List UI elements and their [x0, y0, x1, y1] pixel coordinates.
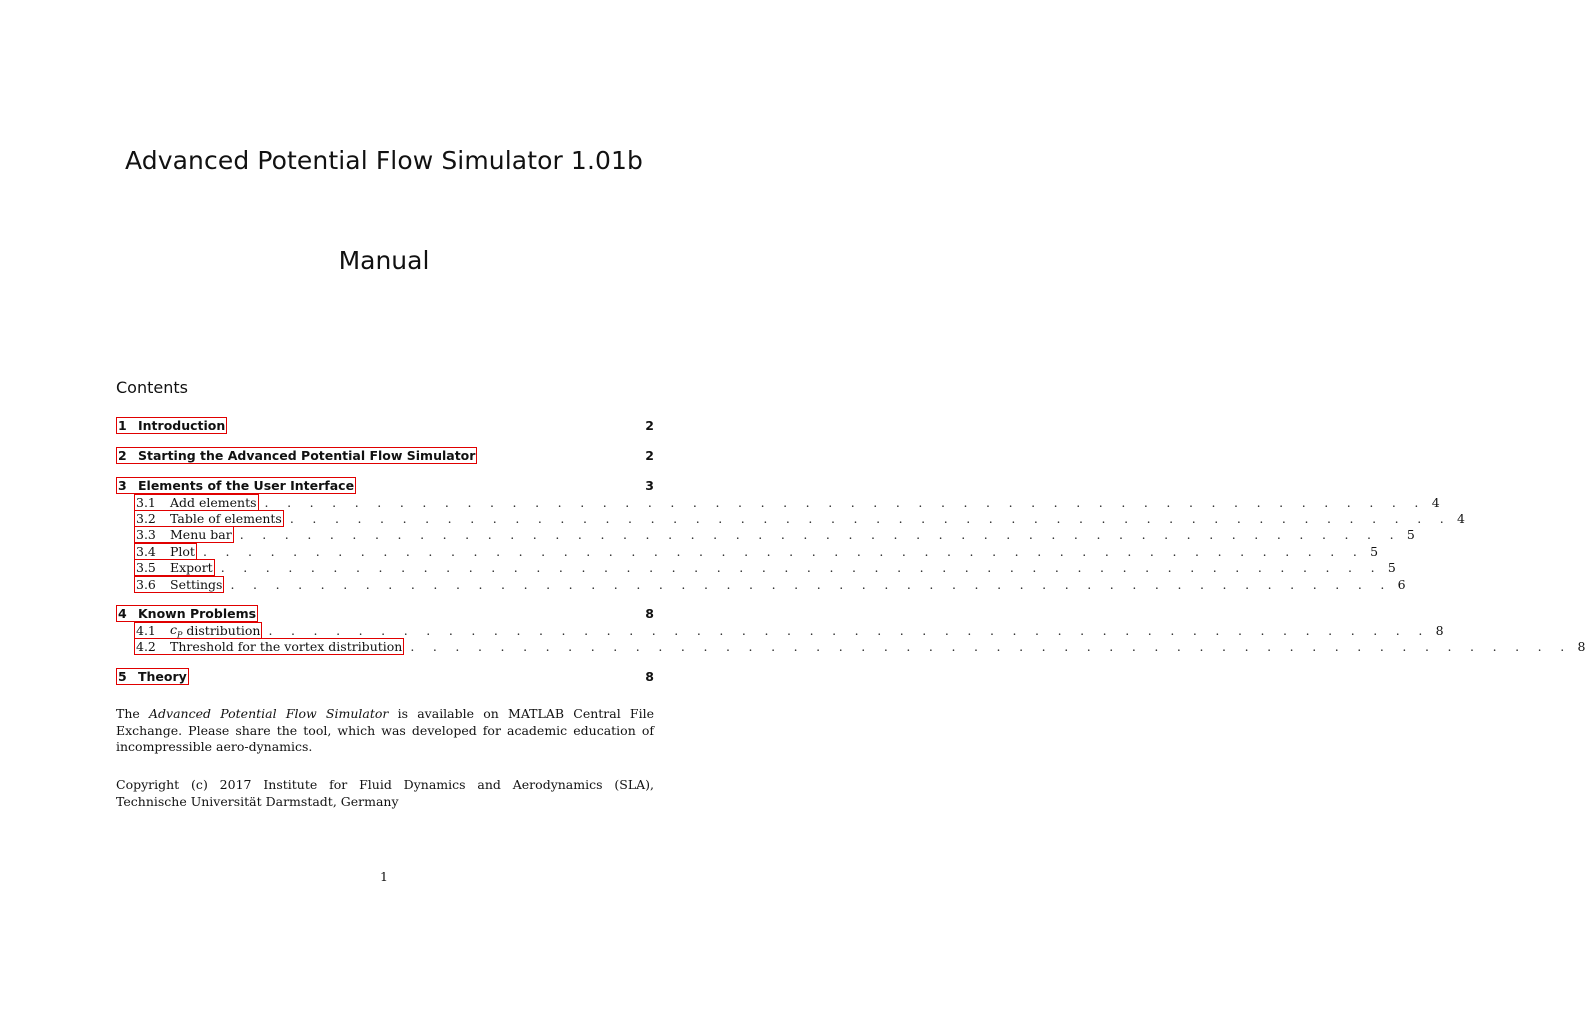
toc-link-threshold-vortex[interactable]: [134, 638, 404, 655]
toc-subsection-label: Threshold for the vortex distribution: [170, 639, 403, 654]
toc-leader-dots: . . . . . . . . . . . . . . . . . . . . . . . . . . . . . . . . . . . . . . . . . . . . . . . . . . . .: [268, 623, 1430, 638]
toc-subsection-number: 3.4: [136, 544, 156, 559]
toc-link-starting[interactable]: [116, 447, 477, 464]
toc-subsection-table-of-elements: [116, 510, 1465, 527]
toc-subsection-label: Settings: [170, 577, 223, 592]
toc-subsection-number: 4.1: [136, 623, 156, 638]
toc-link-known-problems[interactable]: [116, 605, 258, 622]
toc-link-introduction[interactable]: [116, 417, 227, 434]
toc-subsection-plot: [116, 543, 1379, 560]
toc-section-label: Known Problems: [138, 606, 257, 621]
toc-section-label: Introduction: [138, 418, 226, 433]
toc-page-number: 8: [1435, 623, 1444, 638]
toc-leader-dots: . . . . . . . . . . . . . . . . . . . . . . . . . . . . . . . . . . . . . . . . . . . . . . . . . . . .: [410, 639, 1572, 654]
toc-leader-dots: . . . . . . . . . . . . . . . . . . . . . . . . . . . . . . . . . . . . . . . . . . . . . . . . . . . .: [239, 527, 1401, 542]
toc-subsection-label: distribution: [186, 623, 261, 638]
toc-page-number: 2: [645, 418, 654, 433]
toc-section-known-problems: [116, 605, 654, 622]
toc-link-cp-distribution[interactable]: [134, 622, 262, 639]
toc-subsection-number: 3.6: [136, 577, 156, 592]
toc-section-label: Theory: [138, 669, 187, 684]
toc-page-number: 6: [1397, 577, 1406, 592]
toc-subsection-menu-bar: [116, 526, 1415, 543]
contents-heading: Contents: [116, 378, 188, 397]
toc-section-theory: [116, 668, 654, 685]
toc-subsection-label: Plot: [170, 544, 195, 559]
toc-link-settings[interactable]: [134, 576, 224, 593]
toc-link-plot[interactable]: [134, 543, 197, 560]
toc-link-elements-ui[interactable]: [116, 477, 356, 494]
toc-subsection-number: 3.2: [136, 511, 156, 526]
document-title: Advanced Potential Flow Simulator 1.01b: [125, 146, 643, 175]
toc-subsection-label: Table of elements: [170, 511, 282, 526]
copyright-paragraph: Copyright (c) 2017 Institute for Fluid Dynamics and Aerodynamics (SLA), Technische Universität Darmstadt, Germany: [116, 777, 654, 809]
toc-subsection-label: Menu bar: [170, 527, 232, 542]
document-subtitle: Manual: [338, 246, 430, 275]
toc-link-export[interactable]: [134, 559, 215, 576]
toc-page-number: 4: [1457, 511, 1465, 526]
availability-paragraph: The Advanced Potential Flow Simulator is available on MATLAB Central File Exchange. Please share the tool, which was developed for academic education of incompressible aero-dynamics.: [116, 706, 654, 754]
toc-link-theory[interactable]: [116, 668, 189, 685]
toc-section-introduction: [116, 417, 654, 434]
toc-subsection-label: Export: [170, 560, 213, 575]
toc-subsection-label: Add elements: [170, 495, 257, 510]
toc-subsection-number: 3.1: [136, 495, 156, 510]
toc-section-number: 3: [118, 478, 127, 493]
toc-page-number: 5: [1387, 560, 1396, 575]
toc-subsection-cp-distribution: [116, 621, 1444, 640]
toc-subsection-number: 3.3: [136, 527, 156, 542]
toc-subsection-threshold-vortex: [116, 638, 1585, 655]
toc-page-number: 8: [645, 606, 654, 621]
toc-section-number: 1: [118, 418, 127, 433]
toc-page-number: 4: [1431, 495, 1440, 510]
toc-leader-dots: . . . . . . . . . . . . . . . . . . . . . . . . . . . . . . . . . . . . . . . . . . . . . . . . . . . .: [220, 560, 1382, 575]
toc-subsection-number: 4.2: [136, 639, 156, 654]
toc-leader-dots: . . . . . . . . . . . . . . . . . . . . . . . . . . . . . . . . . . . . . . . . . . . . . . . . . . . .: [289, 511, 1452, 526]
toc-page-number: 3: [645, 478, 654, 493]
toc-subsection-settings: [116, 576, 1406, 593]
toc-section-number: 5: [118, 669, 127, 684]
toc-link-add-elements[interactable]: [134, 494, 259, 511]
toc-leader-dots: . . . . . . . . . . . . . . . . . . . . . . . . . . . . . . . . . . . . . . . . . . . . . . . . . . . .: [202, 544, 1365, 559]
toc-section-starting: [116, 447, 654, 464]
toc-subsection-number: 3.5: [136, 560, 156, 575]
toc-page-number: 2: [645, 448, 654, 463]
toc-link-menu-bar[interactable]: [134, 526, 234, 543]
toc-page-number: 5: [1406, 527, 1415, 542]
toc-section-label: Starting the Advanced Potential Flow Simulator: [138, 448, 476, 463]
toc-section-number: 2: [118, 448, 127, 463]
toc-leader-dots: . . . . . . . . . . . . . . . . . . . . . . . . . . . . . . . . . . . . . . . . . . . . . . . . . . . .: [264, 495, 1426, 510]
toc-section-number: 4: [118, 606, 127, 621]
toc-page-number: 5: [1370, 544, 1379, 559]
toc-page-number: 8: [1577, 639, 1585, 654]
toc-leader-dots: . . . . . . . . . . . . . . . . . . . . . . . . . . . . . . . . . . . . . . . . . . . . . . . . . . . .: [230, 577, 1392, 592]
product-name-italic: Advanced Potential Flow Simulator: [149, 706, 389, 721]
toc-subsection-export: [116, 559, 1396, 576]
toc-section-elements-ui: [116, 477, 654, 494]
toc-link-table-of-elements[interactable]: [134, 510, 284, 527]
cp-symbol: $c_P$: [170, 621, 183, 640]
toc-page-number: 8: [645, 669, 654, 684]
toc-subsection-add-elements: [116, 494, 1440, 511]
page-number: 1: [380, 869, 388, 884]
toc-section-label: Elements of the User Interface: [138, 478, 355, 493]
